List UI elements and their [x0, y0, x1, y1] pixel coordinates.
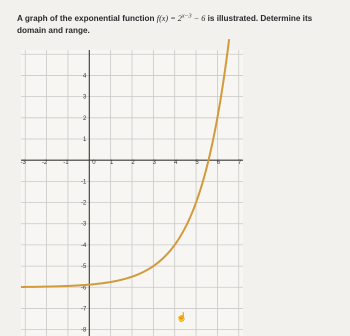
y-tick-label: -4 — [80, 242, 87, 249]
y-tick-label: -8 — [80, 327, 87, 334]
x-tick-label: 7 — [238, 160, 242, 167]
y-tick-label: 4 — [82, 73, 87, 80]
y-tick-label: 2 — [82, 115, 87, 122]
x-tick-label: 3 — [152, 160, 157, 167]
x-tick-label: -3 — [20, 160, 26, 167]
y-tick-label: -5 — [80, 264, 87, 271]
y-tick-label: 3 — [82, 94, 87, 101]
x-tick-label: 0 — [92, 160, 96, 167]
y-tick-label: -6 — [80, 285, 87, 292]
question-suffix: is illustrated. Determine its domain and range. — [17, 14, 313, 35]
x-tick-label: -2 — [41, 160, 48, 167]
x-tick-label: 2 — [131, 160, 135, 167]
y-tick-label: -2 — [80, 200, 87, 207]
x-tick-label: 1 — [109, 160, 114, 167]
x-tick-label: 4 — [174, 160, 178, 167]
y-tick-label: 1 — [82, 136, 87, 143]
x-tick-label: 5 — [195, 160, 199, 167]
x-tick-label: 6 — [216, 160, 221, 167]
pointer-hand-icon: ☝ — [176, 312, 188, 322]
y-tick-label: -3 — [80, 221, 87, 228]
x-tick-label: -1 — [63, 160, 69, 167]
y-tick-label: -1 — [80, 179, 87, 186]
question-prefix: A graph of the exponential function — [17, 14, 157, 23]
function-formula: $f(x) = 2^{x-3} - 6$ — [156, 13, 206, 23]
y-tick-label: -7 — [80, 306, 87, 313]
